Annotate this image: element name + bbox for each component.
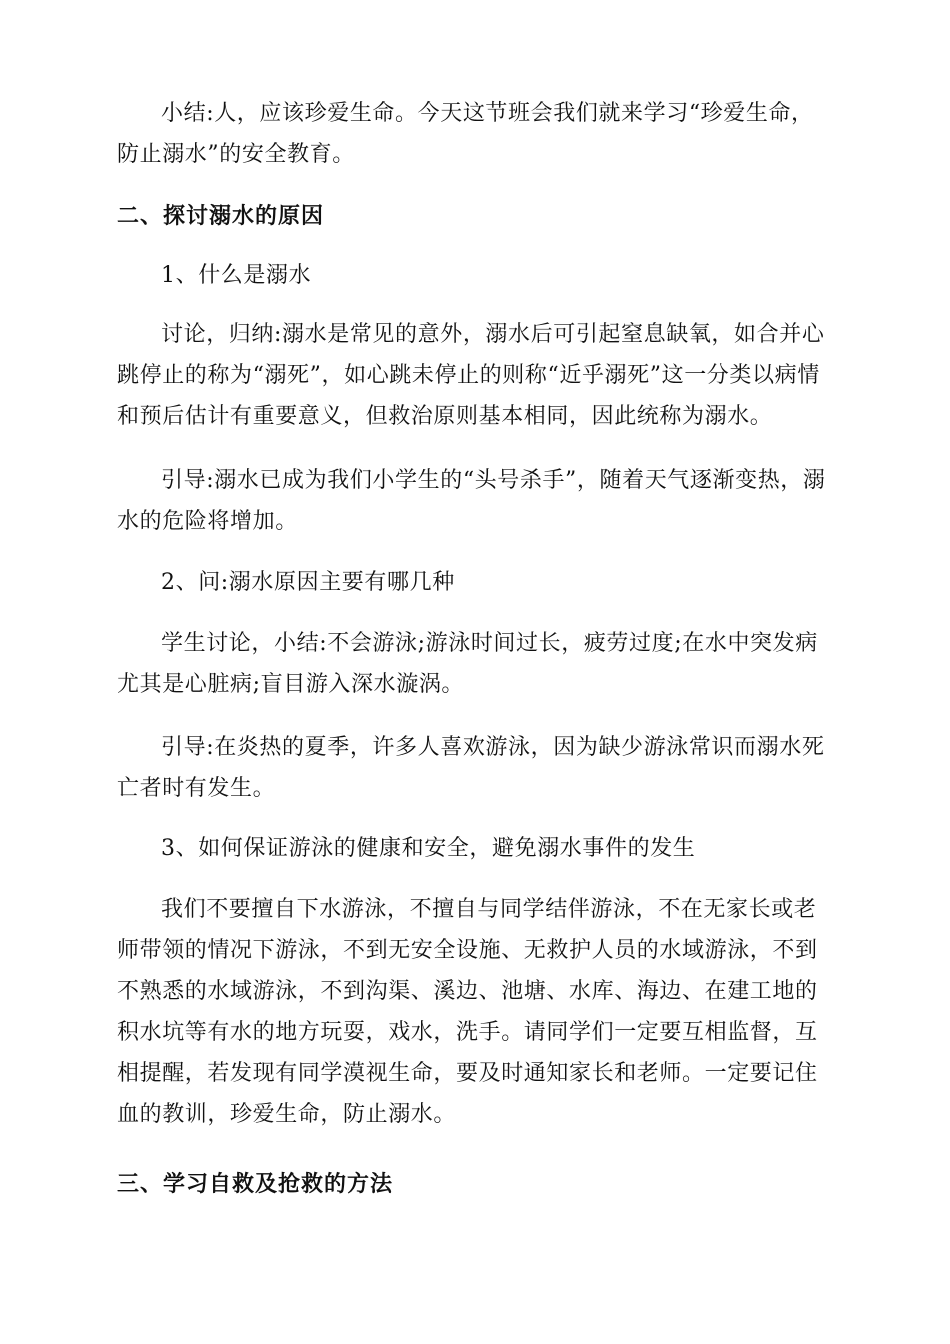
subheading-1: 1、什么是溺水 [161, 263, 312, 288]
causes-paragraph: 学生讨论，小结:不会游泳;游泳时间过长，疲劳过度;在水中突发病尤其是心脏病;盲目游入深水漩涡。 [117, 631, 818, 697]
guide-paragraph-2: 引导:在炎热的夏季，许多人喜欢游泳，因为缺少游泳常识而溺水死亡者时有发生。 [117, 735, 825, 801]
section-heading-3: 三、学习自救及抢救的方法 [117, 1172, 394, 1197]
discussion-paragraph: 讨论，归纳:溺水是常见的意外，溺水后可引起窒息缺氧，如合并心跳停止的称为“溺死”，如心跳未停止的则称“近乎溺死”这一分类以病情和预后估计有重要意义，但救治原则基本相同，因此统称为溺水。 [117, 322, 825, 429]
guide-paragraph-1: 引导:溺水已成为我们小学生的“头号杀手”，随着天气逐渐变热，溺水的危险将增加。 [117, 468, 826, 534]
subheading-2: 2、问:溺水原因主要有哪几种 [161, 570, 455, 595]
safety-rules-paragraph: 我们不要擅自下水游泳，不擅自与同学结伴游泳，不在无家长或老师带领的情况下游泳，不到无安全设施、无救护人员的水域游泳，不到不熟悉的水域游泳，不到沟渠、溪边、池塘、水库、海边、在建工地的积水坑等有水的地方玩耍，戏水，洗手。请同学们一定要互相监督，互相提醒，若发现有同学漠视生命，要及时通知家长和老师。一定要记住血的教训，珍爱生命，防止溺水。 [117, 897, 818, 1127]
summary-paragraph: 小结:人，应该珍爱生命。今天这节班会我们就来学习“珍爱生命，防止溺水”的安全教育。 [117, 101, 814, 167]
subheading-3: 3、如何保证游泳的健康和安全，避免溺水事件的发生 [161, 836, 696, 861]
section-heading-2: 二、探讨溺水的原因 [117, 204, 325, 229]
